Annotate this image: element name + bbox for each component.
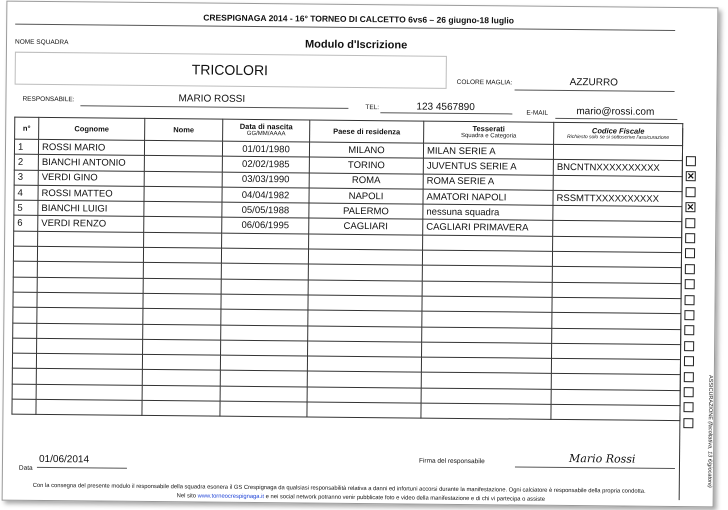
registration-form-sheet [2, 1, 719, 508]
tel-label: TEL: [365, 104, 380, 112]
cell-nome[interactable] [143, 324, 221, 340]
cell-n[interactable] [13, 292, 37, 308]
insurance-label [706, 375, 713, 488]
cell-cf[interactable] [553, 221, 682, 238]
cell-cognome[interactable]: VERDI RENZO [38, 216, 144, 232]
form-title: Modulo d'Iscrizione [304, 38, 408, 52]
col-header-birthdate [223, 119, 310, 142]
cell-paese[interactable]: ROMA [309, 173, 423, 189]
disclaimer-line-2 [177, 493, 545, 503]
signature-label: Firma del responsabile [418, 457, 485, 466]
responsible-value[interactable]: MARIO ROSSI [178, 93, 246, 105]
cell-paese[interactable] [307, 356, 421, 372]
cell-cognome[interactable]: ROSSI MATTEO [38, 185, 144, 201]
cell-cf[interactable]: BNCNTNXXXXXXXXXX [553, 160, 682, 177]
cell-cf[interactable] [553, 206, 682, 223]
cell-paese[interactable] [308, 280, 422, 296]
cell-cognome[interactable] [37, 323, 143, 339]
cell-cognome[interactable] [36, 369, 142, 385]
date-line [37, 467, 127, 469]
cell-cognome[interactable] [37, 277, 143, 293]
cell-data[interactable] [221, 294, 308, 310]
website-link[interactable]: www.torneocrespignaga.it [197, 493, 265, 501]
cell-cf[interactable] [552, 282, 681, 299]
cell-data[interactable] [221, 309, 308, 325]
cell-data[interactable]: 01/01/1980 [222, 141, 309, 157]
responsible-label: RESPONSABILE: [22, 95, 75, 104]
insurance-checkbox[interactable] [683, 403, 693, 413]
cell-n[interactable]: 6 [14, 216, 38, 232]
birthdate-header-title: Data di nascita [239, 122, 293, 132]
date-value[interactable]: 01/06/2014 [38, 453, 90, 466]
cell-n[interactable] [13, 262, 37, 278]
responsible-line [80, 105, 348, 109]
cell-cf[interactable] [552, 313, 681, 330]
cell-cognome[interactable]: VERDI GINO [38, 170, 144, 186]
date-label: Data [18, 464, 33, 472]
cell-nome[interactable] [144, 140, 222, 156]
col-header-paese: Paese di residenza [310, 120, 424, 143]
cell-cf[interactable] [553, 175, 682, 192]
cell-data[interactable]: 05/05/1988 [222, 202, 309, 218]
cell-cf[interactable] [553, 236, 682, 253]
cell-n[interactable] [13, 338, 37, 354]
cell-n[interactable] [14, 231, 38, 247]
cell-data[interactable] [221, 248, 308, 264]
cell-cognome[interactable] [37, 262, 143, 278]
cell-paese[interactable] [308, 326, 422, 342]
cell-tesserati[interactable] [423, 235, 553, 252]
cell-nome[interactable] [142, 400, 220, 416]
cell-cf[interactable] [553, 144, 682, 161]
cell-cf[interactable] [552, 251, 681, 268]
signature: Mario Rossi [568, 452, 636, 466]
cell-tesserati[interactable] [421, 357, 551, 374]
cell-cf[interactable] [551, 404, 680, 421]
signature-line [515, 466, 675, 469]
cell-data[interactable] [220, 371, 307, 387]
email-value[interactable]: mario@rossi.com [576, 106, 655, 118]
cell-data[interactable] [220, 355, 307, 371]
shirt-color-label: COLORE MAGLIA: [456, 78, 513, 87]
insurance-checkbox[interactable] [684, 326, 694, 336]
cell-cognome[interactable] [37, 292, 143, 308]
cell-nome[interactable] [144, 232, 222, 248]
cell-tesserati[interactable] [422, 342, 552, 359]
cell-cf[interactable] [552, 328, 681, 345]
insurance-checkbox[interactable] [684, 341, 694, 351]
cell-tesserati[interactable]: nessuna squadra [423, 204, 553, 221]
shirt-color-line [515, 89, 675, 92]
cell-cognome[interactable] [36, 384, 142, 400]
birthdate-header-format: GG/MM/AAAA [246, 131, 286, 138]
cell-tesserati[interactable] [421, 403, 551, 420]
cell-tesserati[interactable]: JUVENTUS SERIE A [423, 158, 553, 175]
insurance-checkbox[interactable]: ✕ [686, 202, 695, 213]
cell-cognome[interactable] [37, 246, 143, 262]
cell-data[interactable]: 04/04/1982 [222, 187, 309, 203]
disclaimer-2-pre: Nel sito [176, 493, 197, 500]
cell-nome[interactable] [144, 202, 222, 218]
cell-paese[interactable] [308, 249, 422, 265]
cell-nome[interactable] [143, 293, 221, 309]
tesserati-header-sub: Squadra e Categoria [460, 133, 517, 140]
insurance-checkbox[interactable] [686, 187, 696, 197]
cell-paese[interactable] [307, 402, 421, 418]
cell-cf[interactable] [551, 389, 680, 406]
cell-tesserati[interactable] [422, 250, 552, 267]
cell-data[interactable] [221, 325, 308, 341]
insurance-checkbox[interactable] [685, 249, 695, 259]
cell-tesserati[interactable] [421, 373, 551, 390]
cell-tesserati[interactable] [422, 311, 552, 328]
cell-cognome[interactable] [38, 231, 144, 247]
cell-paese[interactable] [307, 371, 421, 387]
cell-cognome[interactable]: BIANCHI ANTONIO [38, 155, 144, 171]
cell-n[interactable]: 5 [14, 200, 38, 216]
players-table-body [12, 139, 683, 421]
insurance-checkbox[interactable] [684, 310, 694, 320]
email-line [555, 118, 677, 120]
cell-cognome[interactable] [36, 399, 142, 415]
cell-data[interactable] [221, 340, 308, 356]
insurance-checkbox[interactable] [685, 279, 695, 289]
cell-paese[interactable] [309, 234, 423, 250]
cell-paese[interactable]: PALERMO [309, 203, 423, 219]
cf-header-title: Codice Fiscale [591, 126, 645, 136]
insurance-checkbox[interactable] [685, 264, 695, 274]
cell-nome[interactable] [144, 156, 222, 172]
col-header-n: n° [15, 117, 39, 139]
cell-cognome[interactable] [36, 354, 142, 370]
insurance-label-note: (facoltativa, 13 €/giocatore) [706, 421, 713, 488]
cell-nome[interactable] [144, 186, 222, 202]
cell-n[interactable]: 3 [14, 170, 38, 186]
players-table [11, 117, 683, 422]
cell-cognome[interactable]: BIANCHI LUIGI [38, 201, 144, 217]
cell-cf[interactable] [552, 297, 681, 314]
cell-nome[interactable] [143, 339, 221, 355]
cell-n[interactable] [12, 353, 36, 369]
cell-cognome[interactable] [37, 338, 143, 354]
cell-tesserati[interactable] [422, 296, 552, 313]
insurance-checkbox[interactable] [686, 156, 696, 166]
cell-cognome[interactable]: ROSSI MARIO [38, 139, 144, 155]
cell-paese[interactable]: CAGLIARI [309, 218, 423, 234]
cell-paese[interactable] [308, 341, 422, 357]
insurance-checkbox[interactable] [685, 233, 695, 243]
team-name-label: NOME SQUADRA [14, 38, 69, 47]
cell-n[interactable] [13, 307, 37, 323]
cell-cf[interactable] [551, 374, 680, 391]
disclaimer-2-post: e nei social network potranno venir pubblicate foto e video della manifestazione e di chi vi partecipa o assiste [265, 494, 546, 503]
cell-cf[interactable] [552, 343, 681, 360]
cell-n[interactable] [12, 369, 36, 385]
event-title: CRESPIGNAGA 2014 - 16° TORNEO DI CALCETTO 6vs6 – 26 giugno-18 luglio [203, 12, 515, 26]
tesserati-header-title: Tesserati [472, 124, 505, 134]
cell-tesserati[interactable]: CAGLIARI PRIMAVERA [423, 220, 553, 237]
cell-n[interactable] [12, 384, 36, 400]
cell-nome[interactable] [143, 278, 221, 294]
insurance-checkbox[interactable]: ✕ [686, 171, 695, 182]
cell-nome[interactable] [142, 355, 220, 371]
cell-paese[interactable]: MILANO [309, 142, 423, 158]
header-rule [15, 24, 675, 31]
cf-header-note: Richiesto solo se si sottoscrive l'assicurazione [567, 133, 670, 141]
cell-tesserati[interactable] [422, 327, 552, 344]
cell-tesserati[interactable]: ROMA SERIE A [423, 174, 553, 191]
insurance-checkbox[interactable] [685, 218, 695, 228]
cell-data[interactable] [221, 264, 308, 280]
cell-n[interactable]: 2 [14, 154, 38, 170]
cell-cf[interactable] [552, 267, 681, 284]
cell-tesserati[interactable] [422, 265, 552, 282]
tel-value[interactable]: 123 4567890 [416, 101, 475, 114]
cell-data[interactable]: 02/02/1985 [222, 156, 309, 172]
cell-paese[interactable] [308, 310, 422, 326]
cell-n[interactable] [12, 399, 36, 415]
shirt-color-value[interactable]: AZZURRO [569, 77, 619, 89]
cell-n[interactable]: 4 [14, 185, 38, 201]
cell-paese[interactable] [308, 295, 422, 311]
col-header-cognome: Cognome [39, 117, 145, 140]
cell-nome[interactable] [143, 248, 221, 264]
cell-paese[interactable] [308, 264, 422, 280]
disclaimer-line-1: Con la consegna del presente modulo il responsabile della squadra esonera il GS Crespignaga da qualsiasi responsabilità relativa a danni ed infortuni accorsi durante la manifestazione. Ogni calciatore è responsabile della propria condotta. [32, 482, 646, 495]
cell-nome[interactable] [144, 217, 222, 233]
cell-nome[interactable] [143, 309, 221, 325]
insurance-checkbox[interactable] [685, 295, 695, 305]
cell-paese[interactable] [307, 387, 421, 403]
team-name-value: TRICOLORI [191, 61, 269, 79]
cell-n[interactable] [13, 246, 37, 262]
cell-data[interactable] [222, 233, 309, 249]
cell-paese[interactable]: NAPOLI [309, 188, 423, 204]
cell-data[interactable]: 03/03/1990 [222, 172, 309, 188]
cell-data[interactable] [220, 401, 307, 417]
cell-nome[interactable] [144, 171, 222, 187]
cell-n[interactable]: 1 [14, 139, 38, 155]
cell-nome[interactable] [142, 370, 220, 386]
cell-tesserati[interactable] [422, 281, 552, 298]
insurance-checkbox[interactable] [684, 356, 694, 366]
col-header-tesserati [424, 121, 554, 144]
insurance-checkbox[interactable] [683, 418, 693, 428]
cell-data[interactable] [221, 279, 308, 295]
cell-nome[interactable] [143, 263, 221, 279]
cell-cf[interactable] [551, 358, 680, 375]
insurance-checkbox[interactable] [684, 387, 694, 397]
insurance-label-title: ASSICURAZIONE [706, 374, 714, 420]
cell-cognome[interactable] [37, 308, 143, 324]
cell-data[interactable] [220, 386, 307, 402]
cell-n[interactable] [13, 277, 37, 293]
email-label: E-MAIL [526, 109, 549, 117]
cell-paese[interactable]: TORINO [309, 157, 423, 173]
insurance-checkbox[interactable] [684, 372, 694, 382]
cell-tesserati[interactable]: MILAN SERIE A [423, 143, 553, 160]
cell-data[interactable]: 06/06/1995 [222, 218, 309, 234]
tel-line [380, 112, 512, 114]
cell-n[interactable] [13, 323, 37, 339]
cell-tesserati[interactable]: AMATORI NAPOLI [423, 189, 553, 206]
col-header-nome: Nome [145, 118, 223, 141]
cell-cf[interactable]: RSSMTTXXXXXXXXXX [553, 190, 682, 207]
col-header-codice-fiscale [554, 122, 683, 145]
cell-tesserati[interactable] [421, 388, 551, 405]
cell-nome[interactable] [142, 385, 220, 401]
